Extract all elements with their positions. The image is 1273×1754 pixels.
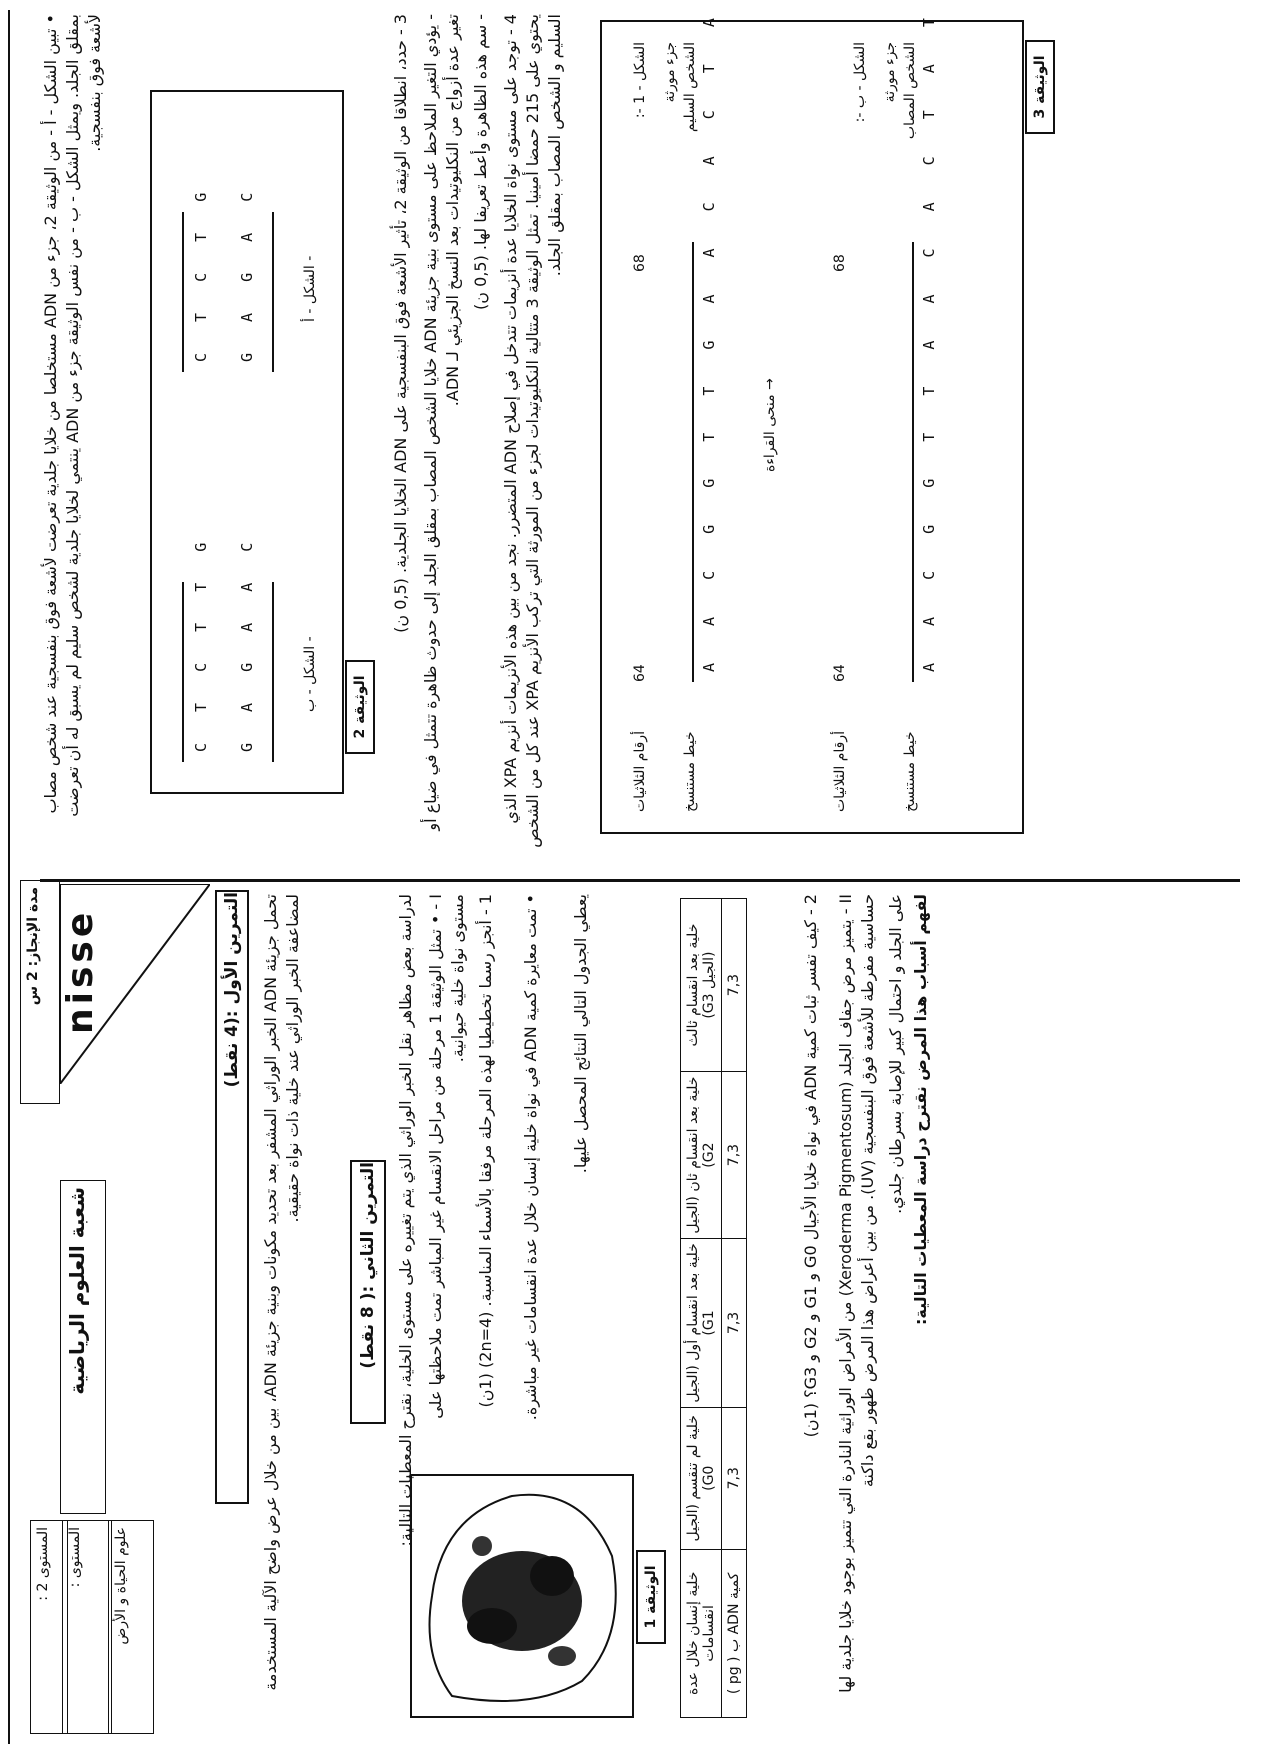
exercise2-title-text: التمرين الثاني :( 8 نقط) xyxy=(358,1162,378,1369)
seq-healthy: A A C G G T T G A A C A C T A xyxy=(700,4,718,672)
strand-line xyxy=(182,582,184,762)
right-q4: 4 - توجد على مستوى نواة الخلايا عدة أنزيمات تتدخل في إصلاح ADN المتضرر. نجد من بين هذه الأنزيمات أنزيم XPA الذي يحتوي على 215 حمضا أمينيا. تمثل الوثيقة 3 متتالية النكليوتيدات لجزء من المورثة التي تركب الأنزيم XPA عند كل من الشخص السليم و الشخص المصاب بمقلق الجلد. xyxy=(501,14,564,848)
exercise2-q3b: على الجلد و احتمال كبير للإصابة بسرطان جلدي. xyxy=(886,894,905,1214)
fig-a-top-strand: C T C T G xyxy=(192,181,210,362)
fig-a-label: الشكل - أ - xyxy=(302,255,318,322)
document2-label xyxy=(345,660,375,754)
table-header: خلية بعد انقسام ثان (الجيل G2) xyxy=(681,1072,722,1239)
seq-sick: A A C G G T T A A C A C T A T xyxy=(920,4,938,672)
school-box xyxy=(108,1520,154,1734)
exercise1-title xyxy=(215,890,249,1504)
exercise2-q3a: II - يتميز مرض جفاف الجلد (Xeroderma Pigmentosum) من الأمراض الوراثية النادرة التي تتميز بوجود خلايا جلدية لها حساسية مفرطة للأشعة فوق البنفسجية (UV). من بين أعراض هذا المرض ظهور بقع داكنة xyxy=(836,894,877,1693)
document2-label-text: الوثيقة 2 xyxy=(352,675,368,739)
right-q3b: - يؤدي التغير الملاحظ على مستوى بنية جزيئة ADN خلايا الشخص المصاب بمقلق الجلد إلى حدوث ظاهرة تتمثل في ضياع أو تغير عدة أزواج من النكليوتيدات بعد النسخ الجزيئي لـ ADN. xyxy=(421,14,462,831)
exercise2-q1b: 1 - أنجز رسما تخطيطيا لهذه المرحلة مرفقا بالأسماء المناسبة. (2n=4) (1ن) xyxy=(476,894,495,1408)
fig-b-label: الشكل - ب - xyxy=(302,636,318,712)
branch-box xyxy=(60,1180,106,1514)
level-box-text: المستوى 2 : xyxy=(35,1527,51,1601)
table-cell: 7,3 xyxy=(722,1239,747,1408)
document3-label-text: الوثيقة 3 xyxy=(1032,55,1048,119)
exercise2-q2: 2 - كيف تفسر ثبات كمية ADN في نواة خلايا الأجيال G0 و G1 و G2 و G3؟ (1ن) xyxy=(801,894,820,1438)
fig1-sub2: الشخص السليم xyxy=(682,42,698,133)
reading-direction: منحى القراءة → xyxy=(762,378,778,472)
strand-label-2: خيط مستنسخ xyxy=(902,731,918,812)
fig-b-top-strand: C T C T T G xyxy=(192,531,210,752)
level-label-box xyxy=(62,1520,112,1734)
top-border xyxy=(8,10,10,1744)
strand-line xyxy=(182,212,184,372)
document1-label-text: الوثيقة 1 xyxy=(643,1565,659,1629)
triplet-64-1: 64 xyxy=(632,664,648,682)
fig1-sub1: جزء مورثة xyxy=(662,42,678,103)
table-cell: 7,3 xyxy=(722,1407,747,1549)
exercise2-q1c: • تمت معايرة كمية ADN في نواة خلية إنسان خلال عدة انقسامات غير مباشرة. xyxy=(521,894,540,1421)
exercise2-q3c: لفهم أسباب هذا المرض نقترح دراسة المعطيات التالية: xyxy=(911,894,930,1325)
exercise1-text: تحمل جزيئة ADN الخبر الوراثي المشفر بعد تحديد مكونات وبنية جزيئة ADN، بين من خلال عرض واضح الآلية المستخدمة لمضاعفة الخبر الوراثي عند خلية ذات نواة حقيقية. xyxy=(261,894,302,1691)
fig2-label: الشكل - ب -: xyxy=(852,42,868,123)
page-divider xyxy=(40,879,1240,882)
document1-label xyxy=(636,1550,666,1644)
exercise1-title-text: التمرين الأول :(4 نقط) xyxy=(222,892,242,1088)
strand-label-1: خيط مستنسخ xyxy=(682,731,698,812)
table-header: خلية لم تنقسم (الجيل G0) xyxy=(681,1407,722,1549)
duration-box xyxy=(20,880,60,1104)
strand-line xyxy=(272,582,274,762)
school-text: علوم الحياة و الأرض xyxy=(113,1527,129,1645)
strand-line xyxy=(692,242,694,682)
fig2-sub1: جزء مورثة xyxy=(882,42,898,103)
document1-cell-image xyxy=(410,1474,634,1718)
table-row-label: كمية ADN ب ( pg ) xyxy=(722,1549,747,1717)
table-header: خلية بعد انقسام أول (الجيل G1) xyxy=(681,1239,722,1408)
duration-text: مدة الإنجاز: 2 س xyxy=(25,887,41,1006)
level-label-text: المستوى : xyxy=(67,1527,83,1588)
cell-nucleus-drawing xyxy=(412,1476,632,1716)
branch-text: شعبة العلوم الرياضية xyxy=(65,1187,89,1395)
dna-quantity-table xyxy=(680,898,747,1718)
table-header: خلية بعد انقسام ثالث (الجيل G3) xyxy=(681,899,722,1072)
exercise2-title xyxy=(350,1160,386,1424)
table-header: خلية إنسان خلال عدة انقسامات xyxy=(681,1549,722,1717)
logo-text: nisse xyxy=(60,908,101,1034)
fig2-sub2: الشخص المصاب xyxy=(902,42,918,140)
right-q3: 3 - حدد، انطلاقا من الوثيقة 2، تأثير الأشعة فوق البنفسجية على ADN الخلايا الجلدية. (0,5 ن) xyxy=(391,14,410,633)
reading-label: منحى القراءة xyxy=(762,394,778,472)
fig-a-bottom-strand: G A G A C xyxy=(238,181,256,362)
right-intro: • تبين الشكل - أ - من الوثيقة 2، جزء من ADN مستخلصا من خلايا جلدية تعرضت لأشعة فوق بنفسجية عند شخص مصاب بمقلق الجلد. ويمثل الشكل - ب - من نفس الوثيقة جزء من ADN ينتمي لخلايا جلدية لشخص سليم لم يسبق له أن تعرضت لأشعة فوق بنفسجية. xyxy=(41,14,104,817)
document3-box xyxy=(600,4,1024,834)
strand-line xyxy=(272,212,274,372)
exercise2-q1a: I - • تمثل الوثيقة 1 مرحلة من مراحل الانقسام غير المباشر تمت ملاحظتها على مستوى نواة خلية حيوانية. xyxy=(426,894,467,1419)
fig1-label: الشكل - 1 -: xyxy=(632,42,648,119)
fig-b-bottom-strand: G A G A A C xyxy=(238,531,256,752)
triplet-68-1: 68 xyxy=(632,254,648,272)
triplet-64-2: 64 xyxy=(832,664,848,682)
document3-label xyxy=(1025,40,1055,134)
triplet-label-1: أرقام الثلاثيات xyxy=(632,730,648,812)
right-q3c: - سم هذه الظاهرة وأعط تعريفا لها. (0,5 ن) xyxy=(471,14,490,310)
document2-box xyxy=(150,90,344,794)
table-cell: 7,3 xyxy=(722,899,747,1072)
strand-line xyxy=(912,242,914,682)
exercise2-q1d: يعطي الجدول التالي النتائج المحصل عليها. xyxy=(571,894,590,1174)
table-cell: 7,3 xyxy=(722,1072,747,1239)
triplet-label-2: أرقام الثلاثيات xyxy=(832,730,848,812)
triplet-68-2: 68 xyxy=(832,254,848,272)
exercise2-intro: لدراسة بعض مظاهر نقل الخبر الوراثي الذي يتم تغييره على مستوى الخلية، نقترح المعطيات التالية: xyxy=(396,894,415,1547)
